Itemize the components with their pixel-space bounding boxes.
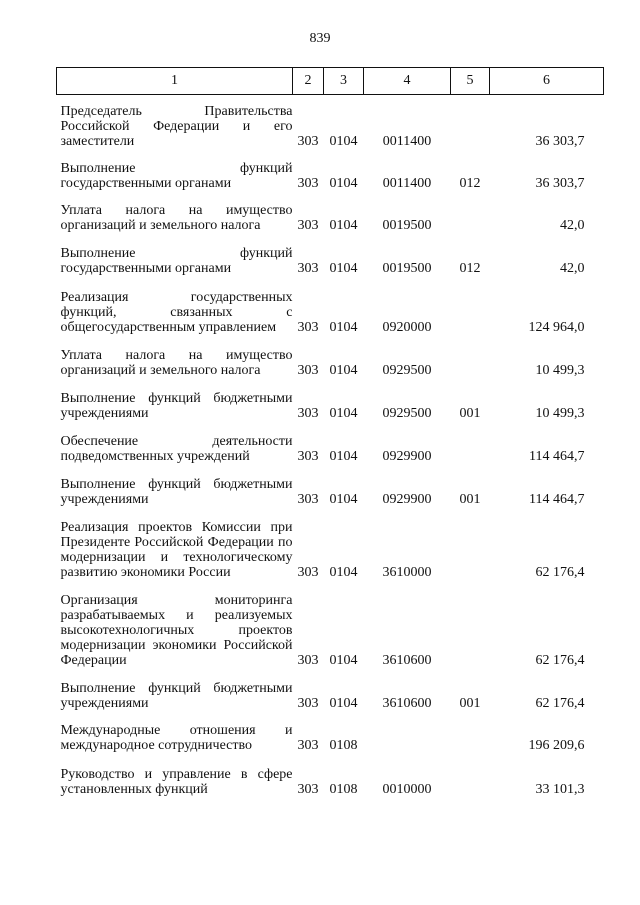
header-col-1: 1 (57, 68, 293, 95)
table-row (57, 512, 604, 585)
row-col-3: 0104 (329, 217, 358, 233)
row-col-4: 0929900 (382, 491, 432, 507)
table-body (57, 95, 604, 802)
header-col-6: 6 (490, 68, 604, 95)
table-row (57, 673, 604, 716)
row-name: Уплата налога на имущество организаций и земельного налога (60, 347, 293, 378)
row-name: Выполнение функций бюджетными учреждениями (60, 476, 293, 507)
row-col-3: 0104 (329, 175, 358, 191)
row-col-4: 3610600 (382, 695, 432, 711)
row-name: Выполнение функций государственными органами (60, 160, 293, 191)
row-col-4 (364, 716, 451, 758)
row-col-2: 303 (297, 564, 319, 580)
row-col-2: 303 (297, 448, 319, 464)
row-col-2: 303 (297, 175, 319, 191)
row-name: Реализация государственных функций, связанных с общегосударственным управлением (60, 289, 293, 335)
row-name: Руководство и управление в сфере установленных функций (60, 766, 293, 797)
table-row (57, 758, 604, 802)
table-row (57, 95, 604, 154)
row-amount: 114 464,7 (529, 491, 585, 507)
table-row (57, 426, 604, 469)
row-col-2: 303 (297, 781, 319, 797)
row-col-4: 3610600 (382, 652, 432, 668)
row-col-3: 0108 (329, 737, 358, 753)
row-name: Председатель Правительства Российской Федерации и его заместители (60, 103, 293, 149)
row-col-3: 0108 (329, 781, 358, 797)
row-amount: 196 209,6 (528, 737, 585, 753)
row-col-2: 303 (297, 133, 319, 149)
row-col-5 (451, 95, 490, 154)
header-col-4: 4 (364, 68, 451, 95)
row-col-2: 303 (297, 217, 319, 233)
row-col-4: 0929500 (382, 362, 432, 378)
row-col-2: 303 (297, 319, 319, 335)
row-name: Обеспечение деятельности подведомственных учреждений (60, 433, 293, 464)
row-amount: 10 499,3 (535, 405, 585, 421)
row-amount: 124 964,0 (528, 319, 585, 335)
row-col-2: 303 (297, 260, 319, 276)
row-col-5 (451, 426, 490, 469)
row-col-3: 0104 (329, 652, 358, 668)
row-col-5 (451, 281, 490, 340)
row-amount: 36 303,7 (535, 175, 585, 191)
row-col-3: 0104 (329, 133, 358, 149)
table-row (57, 585, 604, 673)
row-col-4: 0010000 (382, 781, 432, 797)
row-col-3: 0104 (329, 695, 358, 711)
row-amount: 42,0 (560, 217, 585, 233)
table-row (57, 340, 604, 383)
row-name: Уплата налога на имущество организаций и земельного налога (60, 202, 293, 233)
row-col-2: 303 (297, 652, 319, 668)
row-amount: 33 101,3 (535, 781, 585, 797)
table-row (57, 196, 604, 238)
row-col-3: 0104 (329, 362, 358, 378)
row-col-3: 0104 (329, 491, 358, 507)
table-row (57, 469, 604, 512)
table-header (57, 68, 604, 95)
row-col-3: 0104 (329, 448, 358, 464)
row-col-5: 012 (459, 260, 481, 276)
page-number: 839 (309, 31, 331, 46)
table-row (57, 383, 604, 426)
row-col-4: 0929500 (382, 405, 432, 421)
row-name: Выполнение функций бюджетными учреждениями (60, 390, 293, 421)
row-amount: 36 303,7 (535, 133, 585, 149)
row-col-3: 0104 (329, 564, 358, 580)
row-amount: 10 499,3 (535, 362, 585, 378)
row-col-4: 0019500 (382, 260, 432, 276)
row-name: Выполнение функций государственными органами (60, 245, 293, 276)
row-col-5 (451, 196, 490, 238)
row-col-2: 303 (297, 491, 319, 507)
row-col-5: 001 (459, 491, 481, 507)
row-amount: 62 176,4 (535, 695, 585, 711)
row-col-4: 0011400 (382, 133, 432, 149)
table-row (57, 154, 604, 196)
row-amount: 114 464,7 (529, 448, 585, 464)
row-col-4: 0929900 (382, 448, 432, 464)
header-col-3: 3 (324, 68, 364, 95)
row-amount: 62 176,4 (535, 564, 585, 580)
row-col-3: 0104 (329, 260, 358, 276)
row-name: Реализация проектов Комиссии при Президенте Российской Федерации по модернизации и технологическому развитию экономики России (60, 519, 293, 580)
row-col-3: 0104 (329, 319, 358, 335)
row-col-2: 303 (297, 405, 319, 421)
table-row (57, 716, 604, 758)
table-row (57, 238, 604, 281)
row-name: Выполнение функций бюджетными учреждениями (60, 680, 293, 711)
row-name: Международные отношения и международное сотрудничество (60, 722, 293, 753)
row-col-4: 3610000 (382, 564, 432, 580)
row-col-2: 303 (297, 695, 319, 711)
row-col-5 (451, 758, 490, 802)
row-col-2: 303 (297, 737, 319, 753)
row-col-2: 303 (297, 362, 319, 378)
row-col-5 (451, 585, 490, 673)
row-col-4: 0011400 (382, 175, 432, 191)
row-col-5 (451, 340, 490, 383)
row-col-5: 001 (459, 405, 481, 421)
row-col-4: 0019500 (382, 217, 432, 233)
header-row (57, 68, 604, 95)
row-name: Организация мониторинга разрабатываемых и реализуемых высокотехнологичных проектов модернизации экономики Российской Федерации (60, 592, 293, 668)
row-col-3: 0104 (329, 405, 358, 421)
row-amount: 42,0 (560, 260, 585, 276)
row-col-5 (451, 716, 490, 758)
header-col-2: 2 (293, 68, 324, 95)
row-col-4: 0920000 (382, 319, 432, 335)
budget-table (56, 67, 604, 802)
row-amount: 62 176,4 (535, 652, 585, 668)
header-col-5: 5 (451, 68, 490, 95)
row-col-5: 001 (459, 695, 481, 711)
table-row (57, 281, 604, 340)
row-col-5 (451, 512, 490, 585)
row-col-5: 012 (459, 175, 481, 191)
